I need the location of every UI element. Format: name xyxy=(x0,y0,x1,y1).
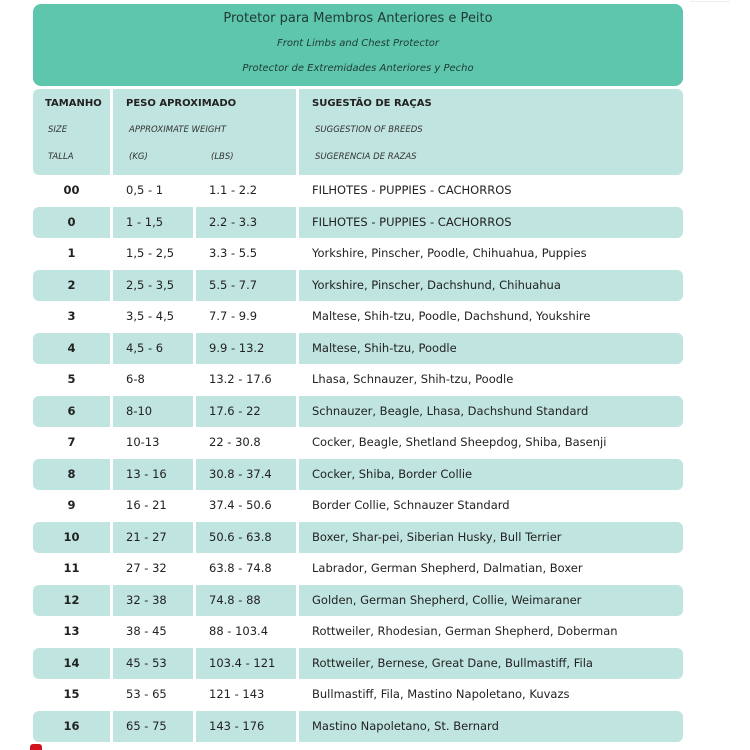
table-row xyxy=(33,238,683,270)
kg-cell: 13 - 16 xyxy=(126,466,167,481)
size-cell: 13 xyxy=(63,624,80,638)
table-row xyxy=(33,648,683,680)
lbs-cell: 9.9 - 13.2 xyxy=(209,340,265,355)
size-cell: 15 xyxy=(63,687,80,701)
size-cell: 8 xyxy=(67,466,76,481)
lbs-cell: 37.4 - 50.6 xyxy=(209,498,272,512)
breeds-cell: Schnauzer, Beagle, Lhasa, Dachshund Standard xyxy=(312,403,589,418)
kg-cell: 21 - 27 xyxy=(126,529,167,544)
header-weight-pt: PESO APROXIMADO xyxy=(126,98,237,109)
table-body xyxy=(33,175,683,742)
header-breeds-pt: SUGESTÃO DE RAÇAS xyxy=(312,98,432,109)
size-chart xyxy=(33,4,683,742)
lbs-cell: 13.2 - 17.6 xyxy=(209,372,272,386)
table-header xyxy=(33,89,683,175)
breeds-cell: Maltese, Shih-tzu, Poodle, Dachshund, Youkshire xyxy=(312,309,591,323)
table-row xyxy=(33,427,683,459)
size-cell: 4 xyxy=(67,340,76,355)
breeds-cell: Maltese, Shih-tzu, Poodle xyxy=(312,340,457,355)
lbs-cell: 63.8 - 74.8 xyxy=(209,561,272,575)
size-cell: 2 xyxy=(67,277,76,292)
size-cell: 3 xyxy=(67,309,76,323)
kg-cell: 10-13 xyxy=(126,435,160,449)
table-row xyxy=(33,207,683,239)
table-row xyxy=(33,585,683,617)
lbs-cell: 50.6 - 63.8 xyxy=(209,529,272,544)
title-banner xyxy=(33,4,683,86)
size-cell: 12 xyxy=(63,592,80,607)
size-cell: 1 xyxy=(67,246,76,260)
size-cell: 7 xyxy=(67,435,76,449)
table-row xyxy=(33,459,683,491)
breeds-cell: Boxer, Shar-pei, Siberian Husky, Bull Terrier xyxy=(312,529,562,544)
size-cell: 00 xyxy=(63,183,80,197)
size-cell: 14 xyxy=(63,655,80,670)
lbs-cell: 74.8 - 88 xyxy=(209,592,261,607)
header-size-pt: TAMANHO xyxy=(45,98,102,109)
size-cell: 0 xyxy=(67,214,76,229)
kg-cell: 27 - 32 xyxy=(126,561,167,575)
breeds-cell: FILHOTES - PUPPIES - CACHORROS xyxy=(312,183,512,197)
lbs-cell: 3.3 - 5.5 xyxy=(209,246,258,260)
size-cell: 9 xyxy=(67,498,76,512)
breeds-cell: Golden, German Shepherd, Collie, Weimaraner xyxy=(312,592,582,607)
lbs-cell: 17.6 - 22 xyxy=(209,403,261,418)
top-divider xyxy=(690,1,730,2)
kg-cell: 0,5 - 1 xyxy=(126,183,164,197)
breeds-cell: Rottweiler, Bernese, Great Dane, Bullmastiff, Fila xyxy=(312,655,593,670)
breeds-cell: FILHOTES - PUPPIES - CACHORROS xyxy=(312,214,512,229)
title-english: Front Limbs and Chest Protector xyxy=(276,38,439,49)
table-row xyxy=(33,396,683,428)
table-row xyxy=(33,711,683,743)
breeds-cell: Mastino Napoletano, St. Bernard xyxy=(312,718,499,733)
header-weight-lbs: (LBS) xyxy=(211,152,234,162)
table-row xyxy=(33,364,683,396)
table-row xyxy=(33,616,683,648)
table-row xyxy=(33,522,683,554)
kg-cell: 16 - 21 xyxy=(126,498,167,512)
kg-cell: 6-8 xyxy=(126,372,145,386)
kg-cell: 1,5 - 2,5 xyxy=(126,246,175,260)
lbs-cell: 88 - 103.4 xyxy=(209,624,269,638)
breeds-cell: Cocker, Beagle, Shetland Sheepdog, Shiba, Basenji xyxy=(312,435,607,449)
lbs-cell: 30.8 - 37.4 xyxy=(209,466,272,481)
size-cell: 16 xyxy=(63,718,80,733)
table-row xyxy=(33,679,683,711)
breeds-cell: Yorkshire, Pinscher, Poodle, Chihuahua, Puppies xyxy=(312,246,587,260)
title-portuguese: Protetor para Membros Anteriores e Peito xyxy=(223,11,493,26)
header-breeds-es: SUGERENCIA DE RAZAS xyxy=(315,152,417,162)
title-spanish: Protector de Extremidades Anteriores y Pecho xyxy=(242,63,474,74)
header-weight-kg: (KG) xyxy=(129,152,148,162)
kg-cell: 1 - 1,5 xyxy=(126,214,164,229)
lbs-cell: 121 - 143 xyxy=(209,687,265,701)
kg-cell: 65 - 75 xyxy=(126,718,167,733)
header-weight-en: APPROXIMATE WEIGHT xyxy=(129,125,227,135)
lbs-cell: 5.5 - 7.7 xyxy=(209,277,258,292)
breeds-cell: Lhasa, Schnauzer, Shih-tzu, Poodle xyxy=(312,372,514,386)
kg-cell: 45 - 53 xyxy=(126,655,167,670)
table-row xyxy=(33,301,683,333)
lbs-cell: 143 - 176 xyxy=(209,718,265,733)
lbs-cell: 22 - 30.8 xyxy=(209,435,261,449)
kg-cell: 2,5 - 3,5 xyxy=(126,277,175,292)
kg-cell: 8-10 xyxy=(126,403,153,418)
table-row xyxy=(33,270,683,302)
size-cell: 10 xyxy=(63,529,80,544)
header-breeds-en: SUGGESTION OF BREEDS xyxy=(315,125,423,135)
header-size-en: SIZE xyxy=(48,125,68,135)
table-row xyxy=(33,553,683,585)
lbs-cell: 103.4 - 121 xyxy=(209,655,276,670)
lbs-cell: 1.1 - 2.2 xyxy=(209,183,258,197)
lbs-cell: 7.7 - 9.9 xyxy=(209,309,258,323)
size-cell: 11 xyxy=(63,561,80,575)
size-cell: 6 xyxy=(67,403,76,418)
kg-cell: 4,5 - 6 xyxy=(126,340,164,355)
kg-cell: 53 - 65 xyxy=(126,687,167,701)
breeds-cell: Labrador, German Shepherd, Dalmatian, Boxer xyxy=(312,561,583,575)
lbs-cell: 2.2 - 3.3 xyxy=(209,214,258,229)
kg-cell: 32 - 38 xyxy=(126,592,167,607)
table-row xyxy=(33,175,683,207)
size-cell: 5 xyxy=(67,372,76,386)
breeds-cell: Yorkshire, Pinscher, Dachshund, Chihuahua xyxy=(312,277,561,292)
breeds-cell: Border Collie, Schnauzer Standard xyxy=(312,498,510,512)
kg-cell: 3,5 - 4,5 xyxy=(126,309,175,323)
header-size-es: TALLA xyxy=(48,152,74,162)
table-row xyxy=(33,333,683,365)
cropped-red-mark xyxy=(30,744,42,750)
breeds-cell: Bullmastiff, Fila, Mastino Napoletano, Kuvazs xyxy=(312,687,570,701)
kg-cell: 38 - 45 xyxy=(126,624,167,638)
breeds-cell: Rottweiler, Rhodesian, German Shepherd, Doberman xyxy=(312,624,618,638)
breeds-cell: Cocker, Shiba, Border Collie xyxy=(312,466,473,481)
table-row xyxy=(33,490,683,522)
